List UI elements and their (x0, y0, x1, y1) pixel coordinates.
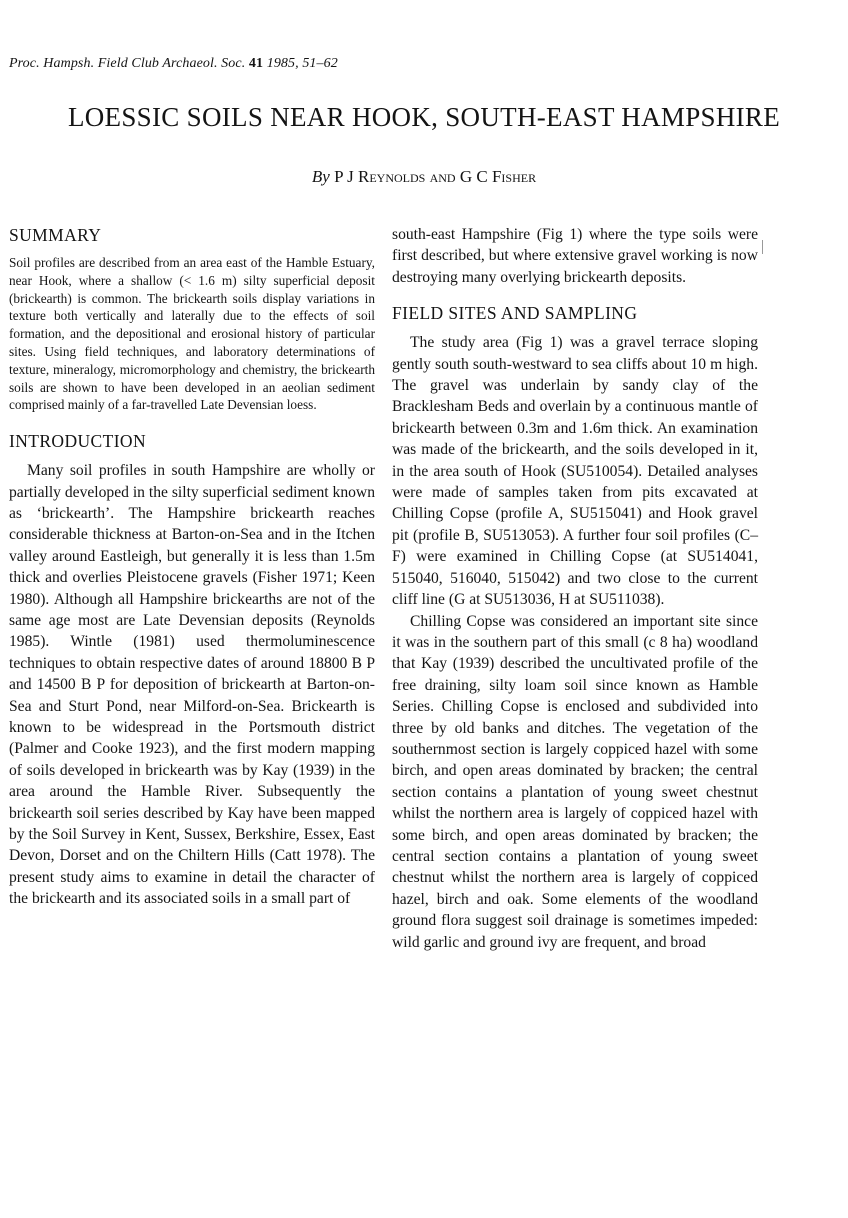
summary-heading: SUMMARY (9, 225, 102, 245)
field-sites-heading: FIELD SITES AND SAMPLING (392, 303, 638, 324)
introduction-text: Many soil profiles in south Hampshire are wholly or partially developed in the silty superficial sediment known as ‘brickearth’. The Hampshire brickearth reaches considerable thickness at Barton-on-Sea and in the Itchen valley around Eastleigh, but generally it is less than 1.5m thick and overlies Pleistocene gravels (Fisher 1971; Keen 1980). Although all Hampshire brickearths are not of the same age most are Late Devensian deposits (Reynolds 1985). Wintle (1981) used thermoluminescence techniques to obtain respective dates of around 18800 B P and 14500 B P for deposition of brickearth at Barton-on-Sea and Sturt Pond, near Milford-on-Sea. Brickearth is known to be widespread in the Portsmouth district (Palmer and Cooke 1923), and the first modern mapping of soils developed in brickearth was by Kay (1939) in the area around the Hamble River. Subsequently the brickearth soil series described by Kay have been mapped by the Soil Survey in Kent, Sussex, Berkshire, Essex, East Devon, Dorset and on the Chiltern Hills (Catt 1978). The present study aims to examine in detail the character of the brickearth and its associated soils in a small part of (9, 462, 375, 908)
field-sites-paragraph-1: The study area (Fig 1) was a gravel terrace sloping gently south south-westward to sea cliffs about 10 m high. The gravel was underlain by sandy clay of the Bracklesham Beds and overlain by a continuous mantle of brickearth between 0.3m and 1.6m thick. An examination was made of the brickearth, and the soils developed in it, in the area south of Hook (SU510054). Detailed analyses were made of samples taken from pits excavated at Chilling Copse (profile A, SU515041) and Hook gravel pit (profile B, SU513053). A further four soil profiles (C–F) were examined in Chilling Copse (at SU514041, 515040, 516040, 515042) and two close to the current cliff line (G at SU513036, H at SU511038). (392, 334, 758, 609)
paper-title: LOESSIC SOILS NEAR HOOK, SOUTH-EAST HAMPSHIRE (67, 102, 781, 132)
right-column (392, 224, 758, 953)
introduction-continued: south-east Hampshire (Fig 1) where the type soils were first described, but where extensive gravel working is now destroying many overlying brickearth deposits. (392, 226, 758, 286)
introduction-heading: INTRODUCTION (9, 431, 147, 452)
journal-name: Proc. Hampsh. Field Club Archaeol. Soc. (9, 56, 246, 71)
author-names: P J Reynolds and G C Fisher (334, 167, 537, 186)
scan-mark (762, 240, 763, 254)
journal-citation (9, 56, 338, 72)
by-label: By (311, 167, 330, 186)
author-line (0, 167, 848, 187)
journal-pages: 1985, 51–62 (266, 56, 338, 71)
journal-volume: 41 (248, 56, 264, 71)
left-column (9, 224, 375, 910)
summary-text: Soil profiles are described from an area east of the Hamble Estuary, near Hook, where a shallow (< 1.6 m) silty superficial deposit (brickearth) is common. The brickearth soils display variations in texture both vertically and laterally due to the effects of soil formation, and the depositional and erosional history of particular sites. Using field techniques, and laboratory determinations of texture, mineralogy, micromorphology and chemistry, the brickearth soils are shown to have been developed in an aeolian sediment comprised mainly of a far-travelled Late Devensian loess. (9, 255, 375, 413)
field-sites-paragraph-2: Chilling Copse was considered an important site since it was in the southern part of this small (c 8 ha) woodland that Kay (1939) described the uncultivated profile of the free draining, silty loam soil since known as Hamble Series. Chilling Copse is enclosed and subdivided into three by old banks and ditches. The vegetation of the southernmost section is largely coppiced hazel with some birch, and open areas dominated by bracken; the central section contains a plantation of young sweet chestnut whilst the northern area is largely of coppiced hazel with some birch, and open areas dominated by bracken; the central section contains a plantation of young sweet chestnut whilst the northern area is largely of coppiced hazel, birch and oak. Some elements of the woodland ground flora suggest soil drainage is sometimes impeded: wild garlic and ground ivy are frequent, and broad (392, 612, 758, 951)
